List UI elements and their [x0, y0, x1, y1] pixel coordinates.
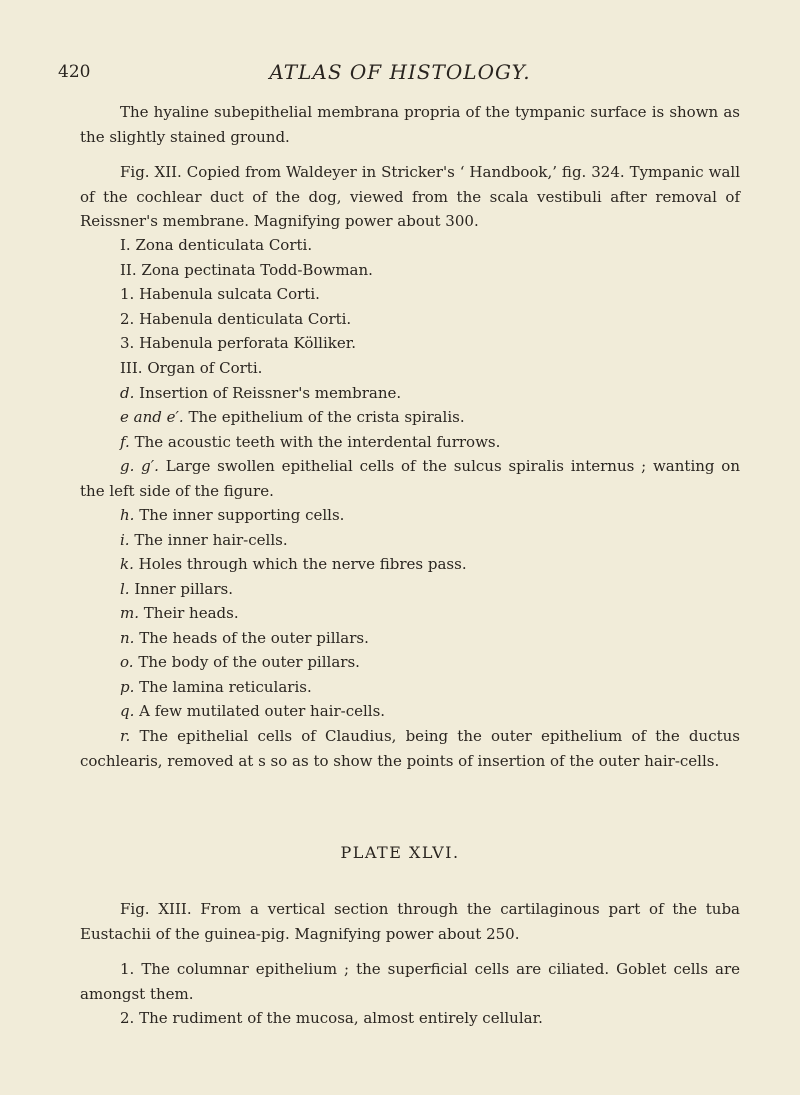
legend-item: d. Insertion of Reissner's membrane. — [120, 384, 402, 402]
fig-13-caption: Fig. XIII. From a vertical section through the cartilaginous part of the tuba Eustachii of the guinea-pig. Magnifying power about 250. — [80, 900, 740, 943]
legend-item: h. The inner supporting cells. — [120, 506, 345, 524]
plate-heading: PLATE XLVI. — [340, 843, 460, 862]
legend-item: o. The body of the outer pillars. — [120, 653, 360, 671]
legend-item: k. Holes through which the nerve fibres pass. — [120, 555, 467, 573]
legend-item: 1. The columnar epithelium ; the superficial cells are ciliated. Goblet cells are amongst them. — [80, 960, 740, 1003]
legend-item: 1. Habenula sulcata Corti. — [120, 285, 320, 303]
legend-item: I. Zona denticulata Corti. — [120, 236, 313, 254]
legend-item: 2. The rudiment of the mucosa, almost entirely cellular. — [120, 1009, 543, 1027]
legend-item: g. g′. Large swollen epithelial cells of the sulcus spiralis internus ; wanting on the left side of the figure. — [80, 457, 740, 500]
page-number: 420 — [58, 62, 91, 82]
fig-12-caption: Fig. XII. Copied from Waldeyer in Stricker's ‘ Handbook,’ fig. 324. Tympanic wall of the cochlear duct of the dog, viewed from the scala vestibuli after removal of Reissner's membrane. Magnifying power about 300. — [80, 163, 740, 230]
legend-item: III. Organ of Corti. — [120, 359, 263, 377]
legend-item: n. The heads of the outer pillars. — [120, 629, 369, 647]
running-title: ATLAS OF HISTOLOGY. — [269, 60, 531, 84]
legend-item: II. Zona pectinata Todd-Bowman. — [120, 261, 373, 279]
legend-item: 3. Habenula perforata Kölliker. — [120, 334, 356, 352]
legend-item: l. Inner pillars. — [120, 580, 233, 598]
legend-item: 2. Habenula denticulata Corti. — [120, 310, 352, 328]
legend-item: i. The inner hair-cells. — [120, 531, 288, 549]
legend-item: q. A few mutilated outer hair-cells. — [120, 702, 386, 720]
legend-item: p. The lamina reticularis. — [120, 678, 312, 696]
intro-paragraph: The hyaline subepithelial membrana propria of the tympanic surface is shown as the slightly stained ground. — [80, 103, 740, 146]
legend-item: f. The acoustic teeth with the interdental furrows. — [120, 433, 501, 451]
legend-item: e and e′. The epithelium of the crista spiralis. — [120, 408, 465, 426]
legend-item: m. Their heads. — [120, 604, 239, 622]
legend-item: r. The epithelial cells of Claudius, being the outer epithelium of the ductus cochlearis, removed at s so as to show the points of insertion of the outer hair-cells. — [80, 727, 740, 770]
